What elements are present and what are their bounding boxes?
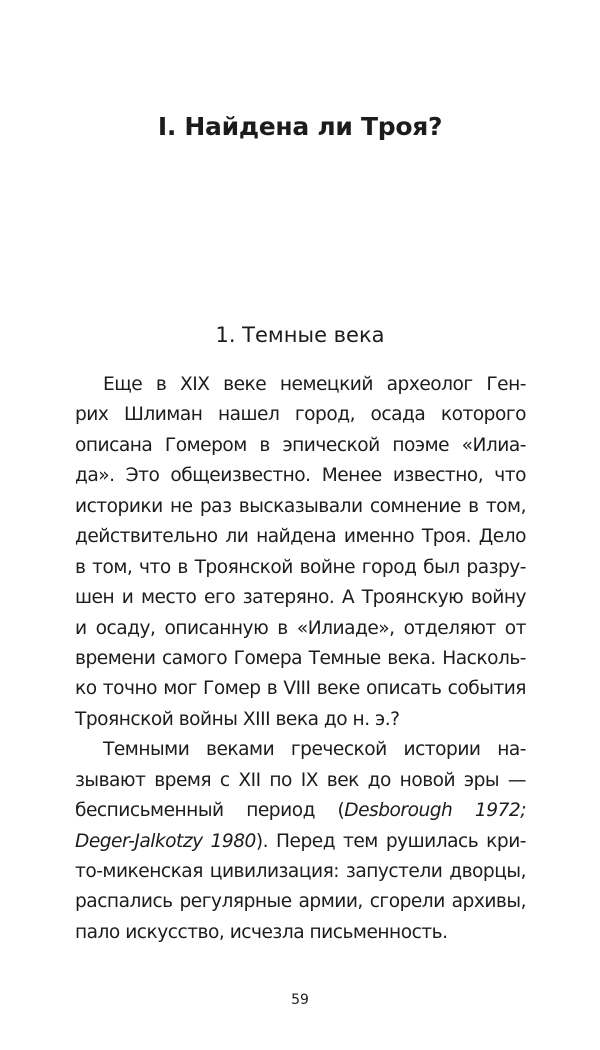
text-line bbox=[75, 614, 526, 644]
text-segment: то-микенская цивилизация: запустели дворцы, bbox=[75, 861, 526, 882]
citation-text: Desborough 1972; bbox=[344, 800, 527, 822]
text-line bbox=[75, 370, 526, 400]
text-segment: ко точно мог Гомер в VIII веке описать события bbox=[75, 678, 526, 700]
paragraph bbox=[75, 370, 526, 735]
text-segment: шен и место его затеряно. А Троянскую войну bbox=[75, 587, 526, 609]
text-segment: Троянской войны XIII века до н. э.? bbox=[75, 708, 400, 730]
text-line bbox=[75, 887, 526, 917]
chapter-title: I. Найдена ли Троя? bbox=[157, 112, 443, 141]
text-segment: ). Перед тем рушилась кри- bbox=[255, 830, 526, 852]
text-segment: Еще в XIX веке немецкий археолог Ген- bbox=[103, 374, 526, 395]
text-line bbox=[75, 918, 526, 948]
text-segment: времени самого Гомера Темные века. Насколь- bbox=[75, 647, 526, 669]
text-line bbox=[75, 461, 526, 491]
paragraph bbox=[75, 735, 526, 948]
citation-text: Deger-Jalkotzy 1980 bbox=[75, 830, 256, 852]
text-line bbox=[75, 553, 526, 583]
body-text bbox=[75, 370, 526, 948]
page-number: 59 bbox=[291, 992, 309, 1008]
text-line bbox=[75, 644, 526, 674]
text-segment: рих Шлиман нашел город, осада которого bbox=[75, 404, 526, 426]
text-segment: описана Гомером в эпической поэме «Илиа- bbox=[75, 434, 526, 456]
text-segment: бесписьменный период ( bbox=[75, 800, 345, 822]
text-line bbox=[75, 583, 526, 613]
text-segment: пало искусство, исчезла письменность. bbox=[75, 921, 448, 943]
text-segment: действительно ли найдена именно Троя. Дело bbox=[75, 526, 526, 548]
section-title: 1. Темные века bbox=[215, 323, 385, 347]
text-line bbox=[75, 400, 526, 430]
text-line bbox=[75, 735, 526, 765]
text-segment: распались регулярные армии, сгорели архивы, bbox=[75, 891, 526, 913]
text-line bbox=[75, 705, 526, 735]
text-line bbox=[75, 827, 526, 857]
text-line bbox=[75, 857, 526, 887]
text-line bbox=[75, 522, 526, 552]
text-segment: историки не раз высказывали сомнение в том, bbox=[75, 495, 526, 517]
text-line bbox=[75, 492, 526, 522]
text-line bbox=[75, 796, 526, 826]
text-segment: в том, что в Троянской войне город был разру- bbox=[75, 556, 526, 578]
text-line bbox=[75, 674, 526, 704]
text-line bbox=[75, 766, 526, 796]
text-segment: и осаду, описанную в «Илиаде», отделяют от bbox=[75, 617, 526, 639]
text-line bbox=[75, 431, 526, 461]
text-segment: зывают время с XII по IX век до новой эры — bbox=[75, 769, 526, 791]
text-segment: да». Это общеизвестно. Менее известно, что bbox=[75, 465, 526, 487]
text-segment: Темными веками греческой истории на- bbox=[103, 739, 526, 761]
